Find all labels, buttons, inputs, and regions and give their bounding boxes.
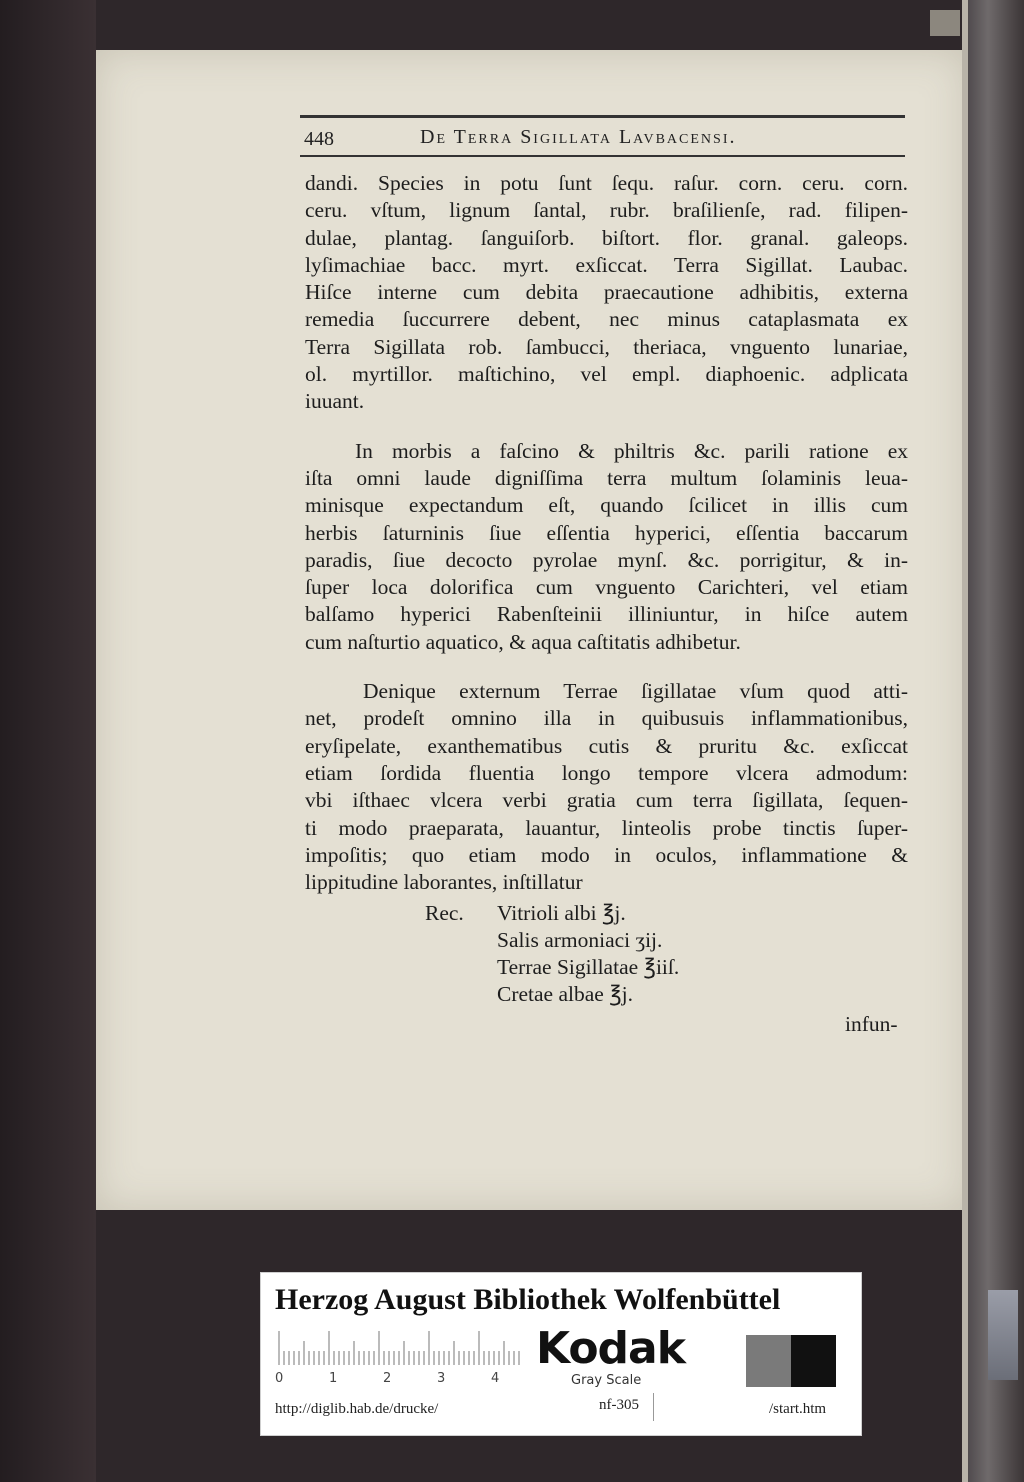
color-reference-card (260, 1272, 862, 1436)
text-line: ceru. vſtum, lignum ſantal, rubr. braſilienſe, rad. filipen- (305, 198, 908, 223)
ruler-number: 4 (491, 1371, 500, 1386)
header-rule-bottom (300, 155, 905, 157)
paragraph-3 (305, 678, 908, 896)
text-line: remedia ſuccurrere debent, nec minus cataplasmata ex (305, 307, 908, 332)
card-shelfmark: nf-305 (599, 1397, 639, 1413)
scan-background-left (0, 0, 96, 1482)
gray-patch-black (791, 1335, 836, 1387)
ruler-numbers (271, 1371, 531, 1391)
scanner-edge-marker (988, 1290, 1018, 1380)
text-line: net, prodeſt omnino illa in quibusuis inflammationibus, (305, 706, 908, 731)
text-line: etiam ſordida fluentia longo tempore vlcera admodum: (305, 760, 908, 785)
text-line: minisque expectandum eſt, quando ſcilicet in illis cum (305, 493, 908, 518)
ruler-number: 1 (329, 1371, 338, 1386)
text-line: iuuant. (305, 389, 365, 414)
gray-patches (701, 1335, 836, 1387)
kodak-logo: Kodak (536, 1323, 685, 1374)
ruler-scale (275, 1331, 520, 1365)
gray-patch-mid (746, 1335, 791, 1387)
recipe-item: Vitrioli albi ℥j. (497, 901, 626, 925)
text-line: ti modo praeparata, lauantur, linteolis probe tinctis ſuper- (305, 815, 908, 840)
recipe-item: Cretae albae ℥j. (497, 982, 633, 1006)
text-line: ol. myrtillor. maſtichino, vel empl. diaphoenic. adplicata (305, 362, 908, 387)
paragraph-2 (305, 438, 908, 656)
text-line: eryſipelate, exanthematibus cutis & pruritu &c. exſiccat (305, 733, 908, 758)
ruler-number: 2 (383, 1371, 392, 1386)
page-edge-tab (930, 10, 960, 36)
recipe-item: Terrae Sigillatae ℥iiſ. (497, 955, 680, 979)
recipe-label: Rec. (425, 901, 464, 925)
gray-scale-label: Gray Scale (571, 1373, 642, 1388)
text-line: vbi iſthaec vlcera verbi gratia cum terra ſigillata, ſequen- (305, 788, 908, 813)
text-line: iſta omni laude digniſſima terra multum ſolaminis leua- (305, 465, 908, 490)
page-gutter-edge (962, 0, 968, 1482)
text-line: lippitudine laborantes, inſtillatur (305, 870, 583, 895)
recipe-items (497, 900, 817, 1008)
paragraph-1 (305, 170, 908, 416)
card-url-left: http://diglib.hab.de/drucke/ (275, 1401, 439, 1417)
scan-background-right (964, 0, 1024, 1482)
text-line: Terra Sigillata rob. ſambucci, theriaca, vnguento lunariae, (305, 334, 908, 359)
running-header (300, 122, 905, 154)
text-line: cum naſturtio aquatico, & aqua caſtitatis adhibetur. (305, 629, 741, 654)
card-divider (653, 1393, 654, 1421)
text-line: In morbis a faſcino & philtris &c. parili ratione ex (355, 438, 908, 463)
catchword: infun- (845, 1012, 898, 1036)
text-line: dulae, plantag. ſanguiſorb. biſtort. flor. granal. galeops. (305, 225, 908, 250)
text-line: paradis, ſiue decocto pyrolae mynſ. &c. porrigitur, & in- (305, 547, 908, 572)
body-text (305, 170, 908, 896)
text-line: Denique externum Terrae ſigillatae vſum quod atti- (363, 679, 908, 704)
text-line: impoſitis; quo etiam modo in oculos, inflammatione & (305, 842, 908, 867)
text-line: balſamo hyperici Rabenſteinii illiniuntur, in hiſce autem (305, 602, 908, 627)
card-url-right: /start.htm (769, 1401, 827, 1417)
text-line: ſuper loca dolorifica cum vnguento Carichteri, vel etiam (305, 575, 908, 600)
text-line: dandi. Species in potu ſunt ſequ. raſur. corn. ceru. corn. (305, 171, 908, 195)
header-rule-top (300, 115, 905, 118)
text-line: Hiſce interne cum debita praecautione adhibitis, externa (305, 280, 908, 305)
gray-patch-white (701, 1335, 746, 1387)
running-title: De Terra Sigillata Lavbacensi. (420, 126, 737, 148)
ruler-number: 0 (275, 1371, 284, 1386)
recipe-item: Salis armoniaci ʒij. (497, 928, 663, 952)
text-line: herbis ſaturninis ſiue eſſentia hyperici, eſſentia baccarum (305, 520, 908, 545)
text-line: lyſimachiae bacc. myrt. exſiccat. Terra Sigillat. Laubac. (305, 252, 908, 277)
page-number: 448 (304, 128, 334, 150)
library-title: Herzog August Bibliothek Wolfenbüttel (275, 1283, 781, 1316)
ruler-number: 3 (437, 1371, 446, 1386)
